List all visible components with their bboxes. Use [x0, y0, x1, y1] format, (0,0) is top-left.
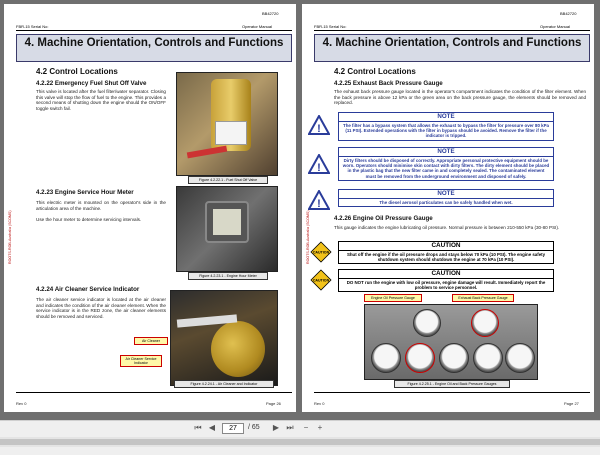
note-text: Dirty filters should be disposed of correctly. Appropriate personal protective equipment should be worn. Operators should minimise skin contact with dirty filters. The dirty element should be placed in the plastic bag that the new filter came in and completely sealed. The contaminated element must be removed from the underground environment and disposed of safely. — [342, 158, 550, 179]
note-heading: NOTE — [339, 113, 553, 122]
caution-icon-text: CAUTION — [312, 250, 330, 255]
section-title: 4.2 Control Locations — [36, 67, 118, 76]
note-box — [338, 112, 554, 141]
hour-meter-photo — [176, 186, 278, 272]
header-serial: FBR-15 Serial No: — [16, 24, 49, 29]
gauge-shape — [439, 343, 469, 373]
last-page-icon[interactable]: ⏭ — [286, 423, 294, 432]
doc-code: BB42720 — [262, 11, 279, 16]
air-cleaner-shape — [211, 321, 265, 377]
svg-text:!: ! — [317, 162, 321, 174]
air-cleaner-photo — [170, 290, 278, 386]
header-manual: Operator Manual — [540, 24, 571, 29]
callout-exhaust-gauge: Exhaust Back Pressure Gauge — [452, 294, 514, 302]
gauge-shape — [405, 343, 435, 373]
callout-oil-gauge: Engine Oil Pressure Gauge — [364, 294, 422, 302]
footer-page: Page 26 — [266, 401, 281, 406]
page-total: / 65 — [248, 424, 260, 431]
subsection-title: 4.2.22 Emergency Fuel Shut Off Valve — [36, 80, 147, 87]
zoom-in-icon[interactable]: + — [317, 423, 323, 432]
gauge-shape — [371, 343, 401, 373]
figure-caption: Figure 4.2.22.1 - Fuel Shut Off Valve — [188, 176, 268, 184]
callout-air-cleaner-indicator: Air Cleaner Service Indicator — [120, 355, 162, 367]
figure-caption: Figure 4.2.25.1 - Engine Oil and Back Pressure Gauges — [394, 380, 510, 388]
caution-box — [338, 269, 554, 292]
fuel-valve-photo — [176, 72, 278, 176]
body-text: The exhaust back pressure gauge located in the operator's compartment indicates the condition of the filter element. When the back pressure is above 12 kPa or the green area on the back pressure gauge, the elements should be removed and replaced. — [334, 89, 586, 106]
prev-page-icon[interactable]: ◀ — [208, 423, 216, 432]
next-page-icon[interactable]: ▶ — [272, 423, 280, 432]
section-title: 4.2 Control Locations — [334, 67, 416, 76]
scrollbar-thumb[interactable] — [0, 439, 600, 445]
subsection-title: 4.2.24 Air Cleaner Service Indicator — [36, 286, 140, 293]
footer-page: Page 27 — [564, 401, 579, 406]
body-text: The air cleaner service indicator is located at the air cleaner and indicates the condition of the air cleaner element. When the service indicator is in the RED zone, the air cleaner elements should be removed and serviced. — [36, 297, 166, 319]
valve-handle-shape — [187, 146, 227, 159]
note-box — [338, 147, 554, 181]
caution-text: DO NOT run the engine with low oil pressure, engine damage will result. Immediately report the problem to service personnel. — [346, 280, 546, 291]
body-text: This electric meter is mounted on the operator's side in the articulation area of the machine. — [36, 200, 166, 211]
figure-caption: Figure 4.2.24.1 - Air Cleaner and Indicator — [174, 380, 274, 388]
doc-code: BB42720 — [560, 11, 577, 16]
gauge-shape — [473, 343, 503, 373]
note-text: The diesel aerosol particulates can be safely handled when wet. — [379, 200, 513, 205]
subsection-title: 4.2.25 Exhaust Back Pressure Gauge — [334, 80, 443, 87]
caution-heading: CAUTION — [339, 270, 553, 279]
meter-face-shape — [213, 209, 241, 235]
warning-triangle-icon — [308, 115, 330, 135]
page-right — [302, 4, 594, 412]
callout-air-cleaner: Air Cleaner — [134, 337, 168, 345]
gauge-shape — [413, 309, 441, 337]
chapter-title: 4. Machine Orientation, Controls and Functions — [314, 34, 590, 62]
svg-text:!: ! — [317, 198, 321, 210]
footer-rev: Rev 0 — [16, 401, 27, 406]
note-heading: NOTE — [339, 190, 553, 199]
figure-caption: Figure 4.2.23.1 - Engine Hour Meter — [188, 272, 268, 280]
warning-triangle-icon — [308, 190, 330, 210]
first-page-icon[interactable]: ⏮ — [194, 423, 202, 432]
page-left — [4, 4, 296, 412]
header-manual: Operator Manual — [242, 24, 273, 29]
footer-rev: Rev 0 — [314, 401, 325, 406]
body-text: This valve is located after the fuel filter/water separator. Closing this valve will stop the flow of fuel to the engine. This provides a second means of shutting down the engine should the ON/OFF toggle switch fail. — [36, 89, 166, 111]
caution-heading: CAUTION — [339, 242, 553, 251]
page-number-input[interactable]: 27 — [222, 423, 244, 434]
svg-text:!: ! — [317, 123, 321, 135]
zoom-out-icon[interactable]: − — [303, 423, 309, 432]
caution-text: Shut off the engine if the oil pressure drops and stays below 70 kPa (10 PSI). The engine safety shutdown system should shutdown the engine at 70 kPa (10 PSI). — [346, 252, 546, 263]
sidebar-text: ROOTS-ROB-Australia (SCOMS) — [306, 210, 310, 264]
note-heading: NOTE — [339, 148, 553, 157]
gauge-shape — [505, 343, 535, 373]
header-serial: FBR-15 Serial No: — [314, 24, 347, 29]
sidebar-text: ROOTS-ROB-Australia (SCOMS) — [8, 210, 12, 264]
subsection-title: 4.2.26 Engine Oil Pressure Gauge — [334, 215, 433, 222]
filter-bowl-shape — [215, 121, 247, 145]
note-box — [338, 189, 554, 207]
chapter-title: 4. Machine Orientation, Controls and Functions — [16, 34, 292, 62]
caution-diamond-icon — [310, 241, 332, 263]
body-text: Use the hour meter to determine servicing intervals. — [36, 217, 142, 222]
caution-icon-text: CAUTION — [312, 278, 330, 283]
caution-diamond-icon — [310, 269, 332, 291]
subsection-title: 4.2.23 Engine Service Hour Meter — [36, 189, 134, 196]
caution-box — [338, 241, 554, 264]
note-text: The filter has a bypass system that allows the exhaust to bypass the filter for pressure over 80 kPa (11 PSI). Extended operations with the filter in bypass should be avoided. Remove the filter if the indicator is tripped. — [343, 123, 549, 139]
body-text: This gauge indicates the engine lubricating oil pressure. Normal pressure is between 210-550 kPa (30-80 PSI). — [334, 225, 560, 230]
gauges-photo — [364, 304, 538, 380]
warning-triangle-icon — [308, 154, 330, 174]
gauge-shape — [471, 309, 499, 337]
